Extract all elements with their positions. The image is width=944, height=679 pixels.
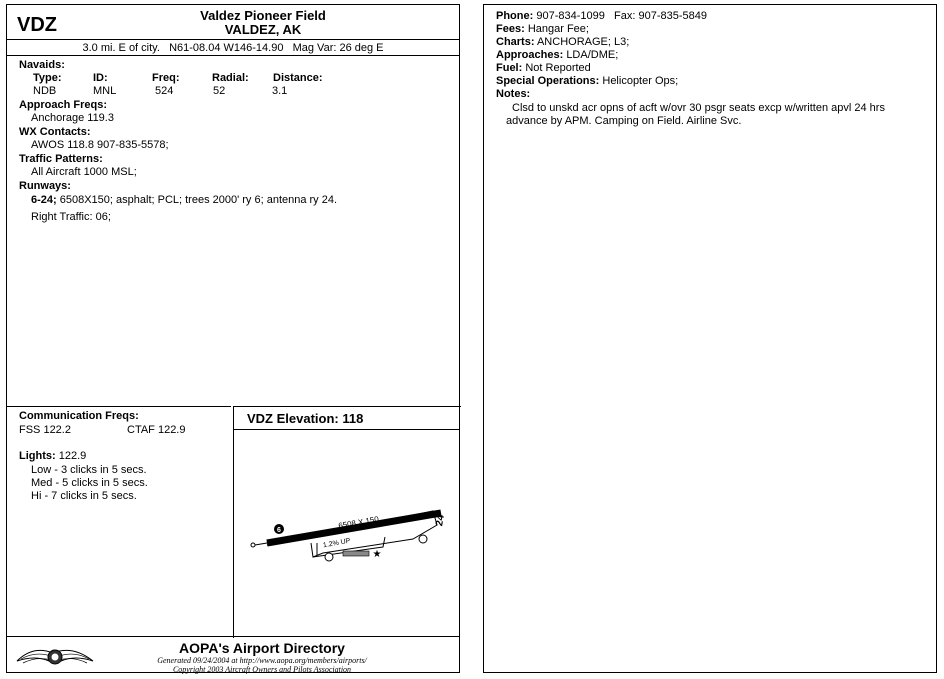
divider [7,39,459,40]
traffic-patterns-value: All Aircraft 1000 MSL; [31,166,137,178]
phone-value: 907-834-1099 [536,10,605,22]
approaches-line [496,49,618,62]
special-ops-value: Helicopter Ops; [602,75,679,87]
lights-hi: Hi - 7 clicks in 5 secs. [31,490,137,502]
fees-value: Hangar Fee; [527,23,589,35]
lights-freq: 122.9 [58,450,87,462]
fss-freq: FSS 122.2 [19,424,71,436]
fax-label: Fax: [614,10,636,22]
divider [7,636,459,637]
charts-line [496,36,629,49]
navaid-freq: 524 [155,85,174,97]
runway-diagram [233,429,461,637]
lights-low: Low - 3 clicks in 5 secs. [31,464,147,476]
comm-freqs-label: Communication Freqs: [19,410,139,422]
approach-freqs-value: Anchorage 119.3 [31,112,114,124]
runway-end-24-label: 24 [434,514,447,527]
navaid-symbol [251,543,255,547]
runway-end-6-label: 6 [277,527,281,534]
runway-id: 6-24; [31,194,57,206]
lights-label: Lights: [19,450,56,462]
navaid-distance: 3.1 [272,85,288,97]
approach-freqs-label: Approach Freqs: [19,99,108,111]
airport-left-panel [6,4,460,673]
divider [7,55,459,56]
phone-line [496,10,707,23]
beacon-star-icon: ★ [372,549,382,560]
airport-city: VALDEZ, AK [224,22,302,37]
phone-label: Phone: [496,10,534,22]
runways-label: Runways: [19,180,71,192]
right-traffic: Right Traffic: 06; [31,211,111,223]
runway-description: 6508X150; asphalt; PCL; trees 2000' ry 6; antenna ry 24. [59,194,338,206]
hangar-marker [325,553,333,561]
fax-value: 907-835-5849 [638,10,708,22]
fuel-label: Fuel: [496,62,523,74]
wx-contacts-value: AWOS 118.8 907-835-5578; [31,139,169,151]
approaches-value: LDA/DME; [566,49,619,61]
navaid-col-type: Type: [33,72,62,84]
airport-location-info: 3.0 mi. E of city. N61-08.04 W146-14.90 Mag Var: 26 deg E [82,42,384,54]
notes-label: Notes: [496,88,531,100]
runway-strip [267,513,441,543]
fuel-value: Not Reported [525,62,591,74]
hangar-marker [419,535,427,543]
navaid-col-radial: Radial: [212,72,249,84]
footer-title: AOPA's Airport Directory [179,640,345,656]
navaid-radial: 52 [213,85,226,97]
airport-title-block [127,9,399,37]
airport-code: VDZ [17,14,57,36]
notes-line-2: advance by APM. Camping on Field. Airline Svc. [506,115,742,127]
runway-dimension-label: 6508 X 150 [337,514,380,531]
fees-line [496,23,589,36]
airport-right-panel [483,4,937,673]
footer-copyright: Copyright 2003 Aircraft Owners and Pilots Association [172,665,352,674]
special-ops-label: Special Operations: [496,75,600,87]
elevation-label: VDZ Elevation: 118 [247,411,364,426]
lights-med: Med - 5 clicks in 5 secs. [31,477,148,489]
lights-line [19,450,86,463]
traffic-patterns-label: Traffic Patterns: [19,153,103,165]
navaid-type: NDB [33,85,57,97]
divider [7,406,231,407]
footer-generated: Generated 09/24/2004 at http://www.aopa.org/members/airports/ [157,656,367,665]
special-ops-line [496,75,678,88]
navaid-col-id: ID: [93,72,108,84]
charts-label: Charts: [496,36,535,48]
fuel-line [496,62,591,75]
ctaf-freq: CTAF 122.9 [127,424,186,436]
airport-name: Valdez Pioneer Field [200,8,326,23]
runway-entry [31,194,337,207]
wx-contacts-label: WX Contacts: [19,126,91,138]
navaid-col-distance: Distance: [273,72,323,84]
navaids-label: Navaids: [19,59,65,71]
runway-slope-label: 1.2% UP [322,537,351,550]
fees-label: Fees: [496,23,525,35]
navaid-col-freq: Freq: [152,72,180,84]
approaches-label: Approaches: [496,49,564,61]
notes-line-1: Clsd to unskd acr opns of acft w/ovr 30 psgr seats excp w/written apvl 24 hrs [512,102,885,114]
aopa-wings-logo [13,641,97,671]
terminal-building [343,551,369,556]
charts-value: ANCHORAGE; L3; [536,36,630,48]
navaid-id: MNL [93,85,117,97]
